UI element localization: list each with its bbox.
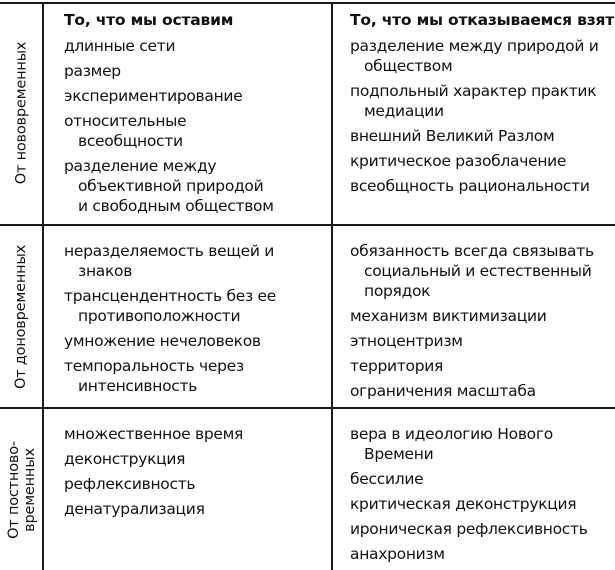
list-item: разделение между природой и обществом bbox=[350, 37, 599, 75]
column-header-reject: То, что мы отказываемся взят bbox=[350, 11, 615, 29]
cell-premodern-reject bbox=[350, 241, 615, 406]
list-item: обязанность всегда связывать социальный и естественный порядок bbox=[350, 242, 594, 300]
list-item: умножение нечеловеков bbox=[64, 332, 261, 350]
row-label-text: От нововременных bbox=[13, 41, 30, 185]
list-item: всеобщность рациональности bbox=[350, 177, 590, 195]
list-item: ограничения масштаба bbox=[350, 382, 536, 400]
list-item: критическое разоблачение bbox=[350, 152, 567, 170]
row-label-line: От постново- bbox=[5, 440, 22, 539]
row-divider-1 bbox=[0, 224, 615, 226]
list-item: длинные сети bbox=[64, 37, 176, 55]
row-label-postmodern bbox=[0, 409, 43, 570]
list-item: механизм виктимизации bbox=[350, 307, 547, 325]
list-item: разделение между объективной природой и свободным обществом bbox=[64, 157, 274, 215]
list-item: бессилие bbox=[350, 470, 424, 488]
row-divider-2 bbox=[0, 407, 615, 409]
column-divider bbox=[331, 2, 333, 570]
column-header-keep: То, что мы оставим bbox=[64, 11, 234, 29]
list-item: анахронизм bbox=[350, 545, 445, 563]
list-item: деконструкция bbox=[64, 450, 186, 468]
row-label-text bbox=[6, 441, 38, 539]
row-label-modern bbox=[0, 2, 43, 224]
list-item: размер bbox=[64, 62, 121, 80]
list-item: темпоральность через интенсивность bbox=[64, 357, 244, 395]
cell-postmodern-keep bbox=[64, 424, 330, 524]
row-label-line: временных bbox=[21, 447, 38, 532]
cell-modern-reject bbox=[350, 10, 615, 201]
row-label-text: От доновременных bbox=[13, 244, 30, 389]
list-item: экспериментирование bbox=[64, 87, 243, 105]
list-item: этноцентризм bbox=[350, 332, 463, 350]
row-label-premodern bbox=[0, 226, 43, 407]
list-item: трансцендентность без ее противоположности bbox=[64, 287, 277, 325]
table-top-border bbox=[0, 2, 615, 4]
cell-modern-keep bbox=[64, 10, 330, 221]
list-item: множественное время bbox=[64, 425, 244, 443]
list-item: внешний Великий Разлом bbox=[350, 127, 555, 145]
list-item: неразделяемость вещей и знаков bbox=[64, 242, 275, 280]
cell-postmodern-reject bbox=[350, 424, 615, 569]
list-item: территория bbox=[350, 357, 444, 375]
list-item: вера в идеологию Нового Времени bbox=[350, 425, 553, 463]
cell-premodern-keep bbox=[64, 241, 330, 401]
list-item: ироническая рефлексивность bbox=[350, 520, 588, 538]
list-item: относительные всеобщности bbox=[64, 112, 187, 150]
list-item: рефлексивность bbox=[64, 475, 196, 493]
list-item: денатурализация bbox=[64, 500, 205, 518]
list-item: критическая деконструкция bbox=[350, 495, 577, 513]
list-item: подпольный характер практик медиации bbox=[350, 82, 597, 120]
